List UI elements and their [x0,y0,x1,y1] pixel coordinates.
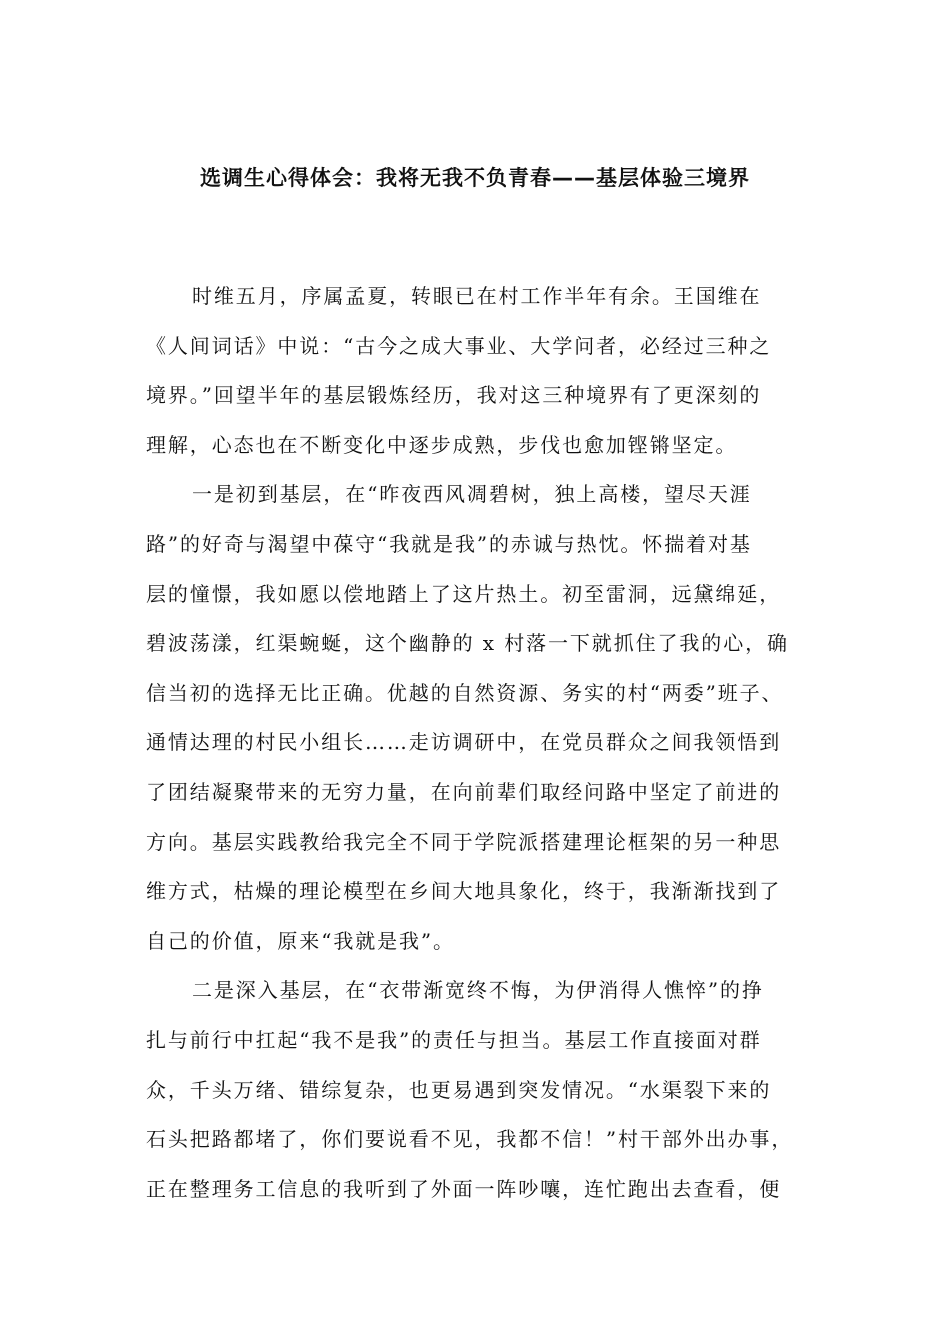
text-line: 理解，心态也在不断变化中逐步成熟，步伐也愈加铿锵坚定。 [146,432,738,457]
text-line: 二是深入基层，在“衣带渐宽终不悔，为伊消得人憔悴”的挣 [192,978,764,1003]
text-line: 通情达理的村民小组长……走访调研中，在党员群众之间我领悟到 [146,730,782,755]
text-line: 路”的好奇与渴望中葆守“我就是我”的赤诚与热忱。怀揣着对基 [146,531,752,556]
text-line: 时维五月，序属孟夏，转眼已在村工作半年有余。王国维在 [192,284,762,308]
text-line: 方向。基层实践教给我完全不同于学院派搭建理论框架的另一种思 [146,829,782,854]
text-line: 了团结凝聚带来的无穷力量，在向前辈们取经问路中坚定了前进的 [146,779,782,804]
document-body [146,272,806,1214]
text-line: 《人间词话》中说：“古今之成大事业、大学问者，必经过三种之 [146,333,772,358]
page-title: 选调生心得体会：我将无我不负青春——基层体验三境界 [200,166,750,190]
text-line: 自己的价值，原来“我就是我”。 [146,928,455,953]
text-line: 一是初到基层，在“昨夜西风凋碧树，独上高楼，望尽天涯 [192,482,752,507]
text-line: 信当初的选择无比正确。优越的自然资源、务实的村“两委”班子、 [146,680,784,705]
text-line: 正在整理务工信息的我听到了外面一阵吵嚷，连忙跑出去查看，便 [146,1176,782,1201]
text-line: 碧波荡漾，红渠蜿蜒，这个幽静的 x 村落一下就抓住了我的心，确 [146,631,789,656]
text-line: 境界。”回望半年的基层锻炼经历，我对这三种境界有了更深刻的 [146,383,762,408]
text-line: 众，千头万绪、错综复杂，也更易遇到突发情况。“水渠裂下来的 [146,1077,772,1102]
text-line: 层的憧憬，我如愿以偿地踏上了这片热土。初至雷洞，远黛绵延， [146,581,782,606]
text-line: 扎与前行中扛起“我不是我”的责任与担当。基层工作直接面对群 [146,1027,762,1052]
text-line: 石头把路都堵了，你们要说看不见，我都不信！”村干部外出办事， [146,1127,794,1152]
text-line: 维方式，枯燥的理论模型在乡间大地具象化，终于，我渐渐找到了 [146,879,782,904]
